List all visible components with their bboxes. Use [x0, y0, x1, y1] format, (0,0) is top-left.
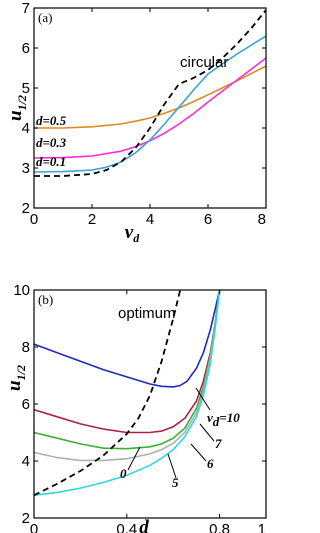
optimum-label: optimum	[118, 305, 176, 322]
panel-a-ylabel-sub: 1/2	[15, 95, 29, 111]
panel-a-xtick-label: 0	[29, 211, 39, 228]
panel-a-frame	[34, 8, 266, 208]
panel-b-label: (b)	[38, 292, 54, 307]
panel-b-xlabel: d	[139, 517, 149, 533]
vd10-label	[207, 410, 240, 429]
vd10-label-main: v	[207, 410, 213, 425]
panel-a-ytick-label: 4	[21, 120, 30, 137]
panel-a-ytick-label: 6	[21, 40, 30, 57]
panel-a-series-d-0-1	[34, 36, 266, 172]
panel-b-xtick-label: 0.4	[116, 521, 138, 533]
panel-b-xtick-label: 0	[29, 521, 39, 533]
panel-b-xtick-label: 0.8	[209, 521, 231, 533]
panel-a-series-d-0-5	[34, 66, 266, 128]
vd5-label: 5	[172, 475, 179, 490]
vd0-label: 0	[120, 466, 127, 481]
vd7-label: 7	[215, 436, 222, 451]
circular-label: circular	[180, 54, 229, 71]
pointer-vd6	[191, 444, 206, 461]
svg-text:u1/2	[4, 365, 28, 391]
panel-a-ytick-label: 2	[21, 200, 30, 217]
panel-a-ytick-label: 7	[21, 0, 30, 17]
panel-b-frame	[34, 290, 266, 518]
panel-a-curves	[34, 10, 266, 176]
panel-a-plot-area	[34, 10, 266, 176]
svg-text:u1/2	[5, 95, 29, 121]
panel-a-ytick-label: 5	[21, 80, 30, 97]
panel-a-ylabel-main: u	[5, 110, 26, 121]
vd10-label-suffix: =10	[219, 410, 240, 425]
vd10-label-sub: d	[212, 414, 220, 429]
panel-a-ytick-label: 3	[21, 160, 30, 177]
panel-a-xtick-label: 2	[87, 211, 97, 228]
panel-a-xlabel-sub: d	[133, 231, 140, 245]
panel-a-series-circular	[34, 10, 266, 176]
d03-label: d=0.3	[36, 135, 67, 150]
panel-a-label: (a)	[38, 10, 53, 25]
panel-a-ylabel	[5, 95, 29, 121]
panel-b-ytick-label: 6	[21, 396, 30, 413]
panel-a-xtick-label: 6	[203, 211, 213, 228]
panel-b-ylabel	[4, 365, 28, 391]
panel-b	[4, 282, 266, 533]
panel-a-xlabel-main: v	[124, 222, 134, 243]
panel-a-series-d-0-3	[34, 58, 266, 158]
panel-a-xlabel	[125, 222, 140, 245]
panel-b-ytick-label: 2	[21, 510, 30, 527]
panel-a	[5, 0, 266, 245]
panel-a-xtick-label: 8	[257, 211, 266, 228]
panel-a-xtick-label: 4	[145, 211, 155, 228]
panel-b-ytick-label: 4	[21, 453, 30, 470]
vd6-label: 6	[207, 456, 214, 471]
panel-b-ylabel-main: u	[4, 380, 25, 391]
panel-b-ylabel-sub: 1/2	[14, 365, 28, 381]
d05-label: d=0.5	[36, 113, 67, 128]
panel-b-xtick-label: 1	[257, 521, 266, 533]
panel-b-ytick-label: 8	[21, 339, 30, 356]
panel-b-ytick-label: 10	[13, 282, 30, 299]
d01-label: d=0.1	[36, 154, 67, 169]
